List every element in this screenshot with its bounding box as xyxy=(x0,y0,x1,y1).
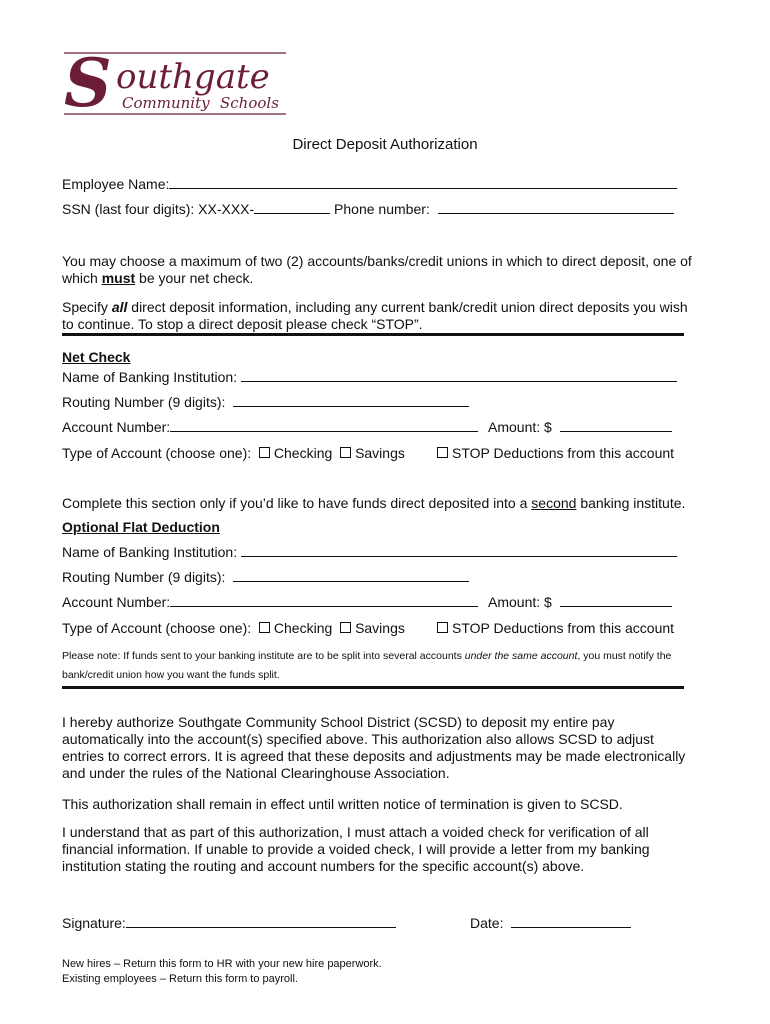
intro-paragraph-1 xyxy=(62,253,692,287)
net-routing-row xyxy=(62,394,469,410)
phone-field[interactable] xyxy=(438,202,674,214)
flat-amount-label: Amount: $ xyxy=(488,594,552,610)
intro-p1-must: must xyxy=(101,270,136,286)
intro-p2-text-b: direct deposit information, including any current bank/credit union direct deposits you wish to continue. To stop a direct deposit please check “STOP”. xyxy=(62,299,688,332)
flat-bank-row xyxy=(62,544,677,560)
section-divider-2 xyxy=(62,686,684,689)
net-checking-checkbox[interactable] xyxy=(259,447,270,458)
logo-graphic xyxy=(60,44,292,122)
logo-wordmark: outhgate xyxy=(116,57,270,97)
employee-name-row xyxy=(62,176,677,192)
flat-amount-row xyxy=(488,594,672,610)
net-routing-field[interactable] xyxy=(233,395,469,407)
net-savings-checkbox[interactable] xyxy=(340,447,351,458)
ssn-phone-row xyxy=(62,201,674,217)
flat-savings-label: Savings xyxy=(355,620,405,636)
signature-field[interactable] xyxy=(126,916,396,928)
flat-amount-field[interactable] xyxy=(560,595,672,607)
flat-account-label: Account Number: xyxy=(62,594,171,610)
net-amount-label: Amount: $ xyxy=(488,419,552,435)
flat-stop-row xyxy=(437,620,674,636)
logo-community: Community xyxy=(122,94,210,112)
flat-type-label: Type of Account (choose one): xyxy=(62,620,252,636)
flat-account-row xyxy=(62,594,478,610)
net-check-heading: Net Check xyxy=(62,349,131,365)
flat-bank-field[interactable] xyxy=(241,545,677,557)
second-note-text-b: banking institute. xyxy=(576,495,686,511)
flat-checking-label: Checking xyxy=(273,620,333,636)
flat-account-field[interactable] xyxy=(170,595,478,607)
net-stop-row xyxy=(437,445,674,461)
flat-routing-row xyxy=(62,569,469,585)
net-stop-checkbox[interactable] xyxy=(437,447,448,458)
flat-type-row xyxy=(62,620,405,636)
net-amount-row xyxy=(488,419,672,435)
intro-p1-text-a: You may choose a maximum of two (2) accounts/banks/credit unions in which to direct deposit, one of which xyxy=(62,253,692,286)
authorization-paragraph: I hereby authorize Southgate Community School District (SCSD) to deposit my entire pay automatically into the account(s) specified above. This authorization also allows SCSD to adjust entries to correct errors. It is agreed that these deposits and adjustments may be made electronically and under the rules of the National Clearinghouse Association. xyxy=(62,714,686,781)
section-divider xyxy=(62,333,684,336)
net-routing-label: Routing Number (9 digits): xyxy=(62,394,226,410)
flat-deduction-heading: Optional Flat Deduction xyxy=(62,519,220,535)
please-note-text-b: , you must notify the bank/credit union how you want the funds split. xyxy=(62,650,672,681)
net-amount-field[interactable] xyxy=(560,420,672,432)
employee-name-field[interactable] xyxy=(169,177,677,189)
voided-check-paragraph: I understand that as part of this authorization, I must attach a voided check for verification of all financial information. If unable to provide a voided check, I will provide a letter from my banking institution stating the routing and account numbers for the specific account(s) above. xyxy=(62,824,650,874)
ssn-field[interactable] xyxy=(254,202,330,214)
intro-p2-text-a: Specify xyxy=(62,299,112,315)
signature-label: Signature: xyxy=(62,915,126,931)
ssn-label: SSN (last four digits): XX-XXX- xyxy=(62,201,255,217)
net-account-row xyxy=(62,419,478,435)
footer-existing-employees: Existing employees – Return this form to payroll. xyxy=(62,973,298,985)
net-stop-label: STOP Deductions from this account xyxy=(452,445,675,461)
authorization-duration: This authorization shall remain in effect until written notice of termination is given to SCSD. xyxy=(62,796,623,812)
logo-schools: Schools xyxy=(220,94,279,112)
net-bank-row xyxy=(62,369,677,385)
net-type-row xyxy=(62,445,405,461)
flat-bank-label: Name of Banking Institution: xyxy=(62,544,238,560)
net-checking-label: Checking xyxy=(273,445,333,461)
please-note xyxy=(62,647,686,685)
southgate-logo xyxy=(60,44,292,122)
please-note-same-account: under the same account xyxy=(464,650,578,662)
signature-row xyxy=(62,915,396,931)
intro-p2-all: all xyxy=(111,299,128,315)
date-row xyxy=(470,915,631,931)
logo-initial: S xyxy=(64,44,112,122)
intro-paragraph-2 xyxy=(62,299,692,333)
net-bank-label: Name of Banking Institution: xyxy=(62,369,238,385)
intro-p1-text-b: be your net check. xyxy=(135,270,254,286)
page-title: Direct Deposit Authorization xyxy=(292,136,478,153)
net-savings-label: Savings xyxy=(355,445,405,461)
net-account-field[interactable] xyxy=(170,420,478,432)
date-label: Date: xyxy=(470,915,504,931)
net-account-label: Account Number: xyxy=(62,419,171,435)
second-account-note xyxy=(62,495,685,511)
phone-label: Phone number: xyxy=(330,201,430,217)
employee-name-label: Employee Name: xyxy=(62,176,170,192)
flat-savings-checkbox[interactable] xyxy=(340,622,351,633)
flat-stop-checkbox[interactable] xyxy=(437,622,448,633)
second-note-second: second xyxy=(531,495,577,511)
flat-stop-label: STOP Deductions from this account xyxy=(452,620,675,636)
flat-checking-checkbox[interactable] xyxy=(259,622,270,633)
please-note-text-a: Please note: If funds sent to your banking institute are to be split into several accounts xyxy=(62,650,465,662)
net-bank-field[interactable] xyxy=(241,370,677,382)
flat-routing-label: Routing Number (9 digits): xyxy=(62,569,226,585)
second-note-text-a: Complete this section only if you’d like to have funds direct deposited into a xyxy=(62,495,532,511)
flat-routing-field[interactable] xyxy=(233,570,469,582)
net-type-label: Type of Account (choose one): xyxy=(62,445,252,461)
footer-new-hires: New hires – Return this form to HR with your new hire paperwork. xyxy=(62,958,382,970)
date-field[interactable] xyxy=(511,916,631,928)
